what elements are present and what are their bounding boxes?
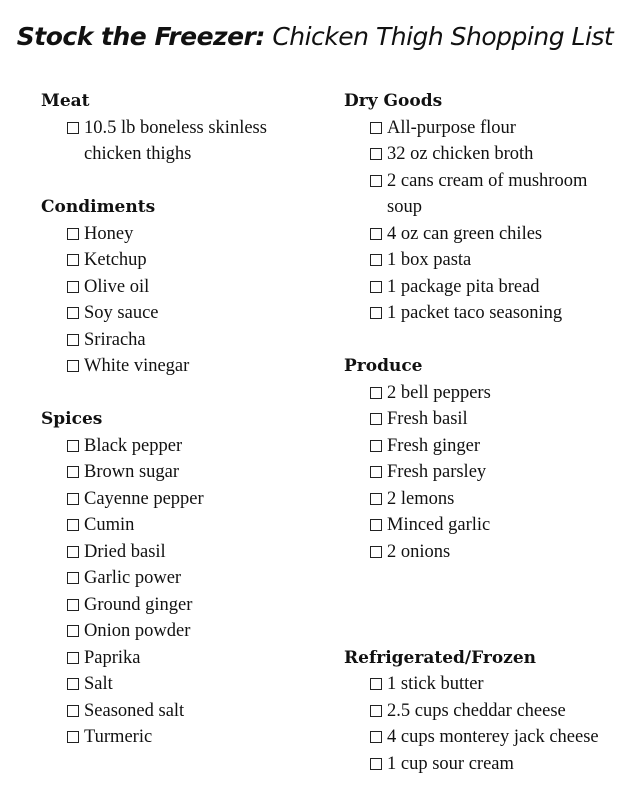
checkbox[interactable] <box>370 440 382 452</box>
list-item <box>41 565 311 592</box>
checkbox[interactable] <box>370 148 382 160</box>
item-label: 1 packet taco seasoning <box>387 303 563 323</box>
checkbox[interactable] <box>67 519 79 531</box>
section-heading: Spices <box>41 409 103 429</box>
section-heading: Produce <box>344 356 423 376</box>
list-item <box>344 406 620 433</box>
right-column <box>344 88 620 777</box>
list-item <box>41 433 311 460</box>
checkbox[interactable] <box>370 705 382 717</box>
list-item <box>344 724 620 751</box>
title-subject: Chicken Thigh Shopping List <box>272 22 614 51</box>
checkbox[interactable] <box>67 546 79 558</box>
item-label: 2 bell peppers <box>387 382 491 403</box>
list-item <box>41 512 311 539</box>
checkbox[interactable] <box>370 493 382 505</box>
checkbox[interactable] <box>67 599 79 611</box>
checkbox[interactable] <box>370 175 382 187</box>
item-label: 10.5 lb boneless skinless chicken thighs <box>84 117 267 164</box>
item-label: 32 oz chicken broth <box>387 144 534 164</box>
checkbox[interactable] <box>370 228 382 240</box>
section-spices <box>41 406 311 751</box>
section-gap <box>344 327 620 354</box>
item-list <box>41 433 311 751</box>
section-heading: Meat <box>41 91 90 111</box>
item-label: 4 oz can green chiles <box>387 223 543 244</box>
checkbox[interactable] <box>370 546 382 558</box>
list-item <box>41 300 311 327</box>
checkbox[interactable] <box>67 334 79 346</box>
checkbox[interactable] <box>370 413 382 425</box>
checkbox[interactable] <box>67 254 79 266</box>
checkbox[interactable] <box>67 678 79 690</box>
item-label: All-purpose flour <box>387 117 516 138</box>
item-label: Fresh parsley <box>387 462 487 482</box>
item-label: 1 cup sour cream <box>387 753 514 774</box>
list-item <box>344 141 620 168</box>
section-gap <box>41 168 311 195</box>
item-label: Honey <box>84 223 134 244</box>
list-item <box>41 327 311 354</box>
list-item <box>344 698 620 725</box>
checkbox[interactable] <box>67 466 79 478</box>
checkbox[interactable] <box>370 731 382 743</box>
item-label: Ground ginger <box>84 594 193 615</box>
item-label: Turmeric <box>84 727 153 747</box>
list-item <box>41 592 311 619</box>
item-list <box>41 221 311 380</box>
list-item <box>41 221 311 248</box>
item-list <box>344 115 620 327</box>
item-label: Cumin <box>84 515 135 535</box>
checkbox[interactable] <box>370 519 382 531</box>
list-item <box>41 459 311 486</box>
list-item <box>41 698 311 725</box>
list-item <box>344 247 620 274</box>
item-label: 2 onions <box>387 541 451 562</box>
item-list <box>344 671 620 777</box>
checkbox[interactable] <box>67 281 79 293</box>
item-label: 2.5 cups cheddar cheese <box>387 700 566 721</box>
section-heading: Condiments <box>41 197 156 217</box>
section-dry-goods <box>344 88 620 327</box>
section-gap <box>41 380 311 407</box>
checkbox[interactable] <box>67 705 79 717</box>
item-label: Fresh basil <box>387 409 468 429</box>
list-item <box>344 168 620 221</box>
checkbox[interactable] <box>370 678 382 690</box>
section-gap <box>344 618 620 645</box>
list-item <box>344 459 620 486</box>
list-item <box>344 751 620 778</box>
page-title <box>0 22 630 51</box>
list-item <box>344 433 620 460</box>
list-item <box>344 380 620 407</box>
item-label: Minced garlic <box>387 515 491 535</box>
checkbox[interactable] <box>67 360 79 372</box>
item-label: Sriracha <box>84 329 146 350</box>
checkbox[interactable] <box>67 652 79 664</box>
list-item <box>41 724 311 751</box>
list-item <box>41 645 311 672</box>
item-label: Soy sauce <box>84 303 159 323</box>
list-item <box>344 115 620 142</box>
title-lead: Stock the Freezer: <box>16 22 265 51</box>
list-item <box>41 486 311 513</box>
checkbox[interactable] <box>370 387 382 399</box>
item-label: Ketchup <box>84 250 147 270</box>
list-item <box>41 115 311 168</box>
section-gap <box>344 592 620 619</box>
item-label: 2 cans cream of mushroom soup <box>387 170 588 217</box>
item-label: Fresh ginger <box>387 435 480 456</box>
item-label: 4 cups monterey jack cheese <box>387 727 599 747</box>
item-list <box>344 380 620 566</box>
list-item <box>41 618 311 645</box>
checkbox[interactable] <box>67 572 79 584</box>
item-label: Black pepper <box>84 435 183 456</box>
checkbox[interactable] <box>67 440 79 452</box>
list-item <box>41 353 311 380</box>
checkbox[interactable] <box>370 307 382 319</box>
checkbox[interactable] <box>370 466 382 478</box>
list-item <box>41 671 311 698</box>
section-heading: Dry Goods <box>344 91 443 111</box>
section-produce <box>344 353 620 565</box>
item-label: Paprika <box>84 647 141 668</box>
item-label: 1 stick butter <box>387 674 484 694</box>
list-item <box>344 486 620 513</box>
checkbox[interactable] <box>370 122 382 134</box>
list-item <box>344 671 620 698</box>
list-item <box>344 539 620 566</box>
item-label: Seasoned salt <box>84 700 185 721</box>
item-label: 1 box pasta <box>387 250 472 270</box>
item-label: Onion powder <box>84 621 191 641</box>
item-label: 1 package pita bread <box>387 276 540 297</box>
checkbox[interactable] <box>67 493 79 505</box>
list-item <box>41 247 311 274</box>
item-label: Dried basil <box>84 541 166 562</box>
checkbox[interactable] <box>67 625 79 637</box>
checkbox[interactable] <box>370 254 382 266</box>
checkbox[interactable] <box>67 307 79 319</box>
checkbox[interactable] <box>67 122 79 134</box>
list-item <box>41 274 311 301</box>
checkbox[interactable] <box>370 758 382 770</box>
item-label: 2 lemons <box>387 488 455 509</box>
list-item <box>344 512 620 539</box>
checkbox[interactable] <box>370 281 382 293</box>
item-label: Olive oil <box>84 276 150 297</box>
left-column <box>41 88 311 751</box>
list-item <box>344 300 620 327</box>
section-heading: Refrigerated/Frozen <box>344 647 537 668</box>
list-item <box>41 539 311 566</box>
list-item <box>344 221 620 248</box>
section-condiments <box>41 194 311 380</box>
item-label: Cayenne pepper <box>84 488 204 509</box>
checkbox[interactable] <box>67 228 79 240</box>
item-list <box>41 115 311 168</box>
item-label: Garlic power <box>84 568 182 588</box>
section-refrigerated-frozen <box>344 645 620 778</box>
item-label: Salt <box>84 674 113 694</box>
item-label: Brown sugar <box>84 462 180 482</box>
section-meat <box>41 88 311 168</box>
list-item <box>344 274 620 301</box>
item-label: White vinegar <box>84 356 190 376</box>
checkbox[interactable] <box>67 731 79 743</box>
section-gap <box>344 565 620 592</box>
